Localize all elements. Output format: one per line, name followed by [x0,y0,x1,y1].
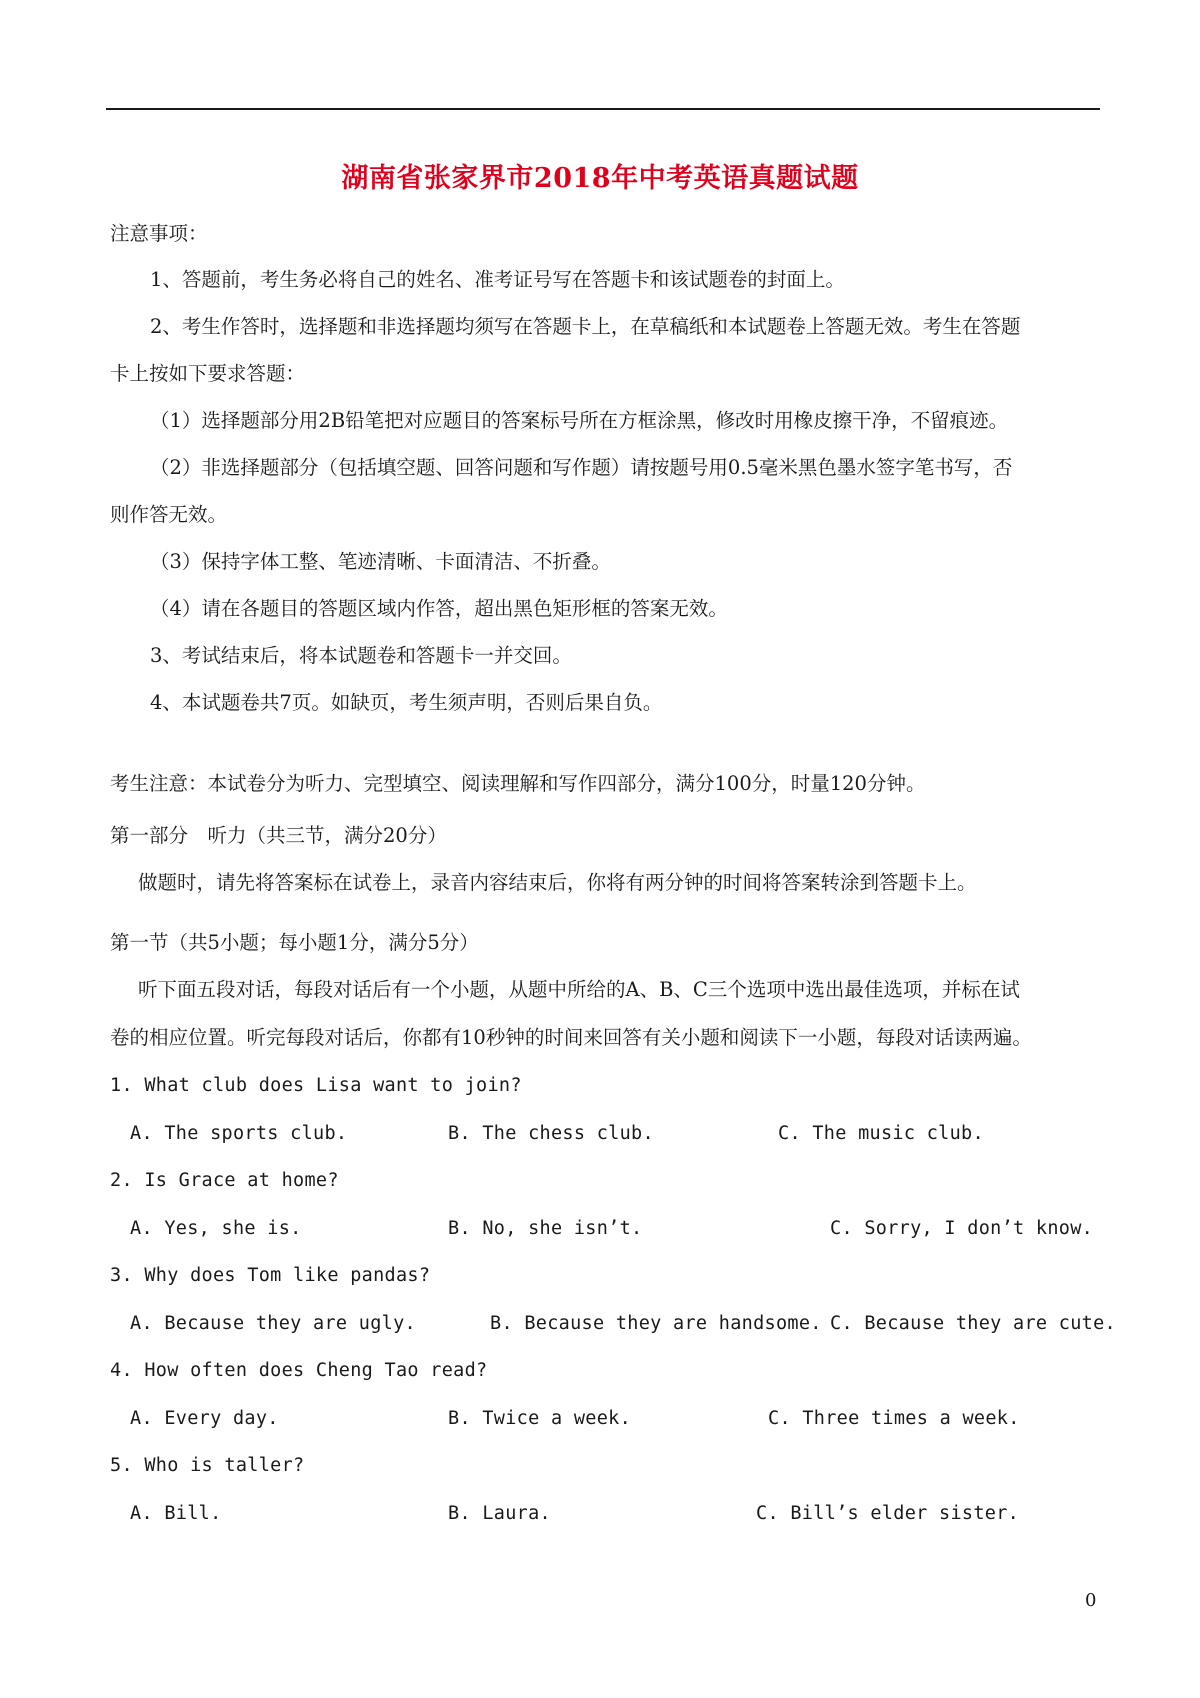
q1-option-c: C. The music club. [778,1123,984,1144]
q3-option-c: C. Because they are cute. [830,1313,1116,1334]
notice-item-3: 3、考试结束后，将本试题卷和答题卡一并交回。 [150,644,572,667]
question-2: 2. Is Grace at home? [110,1170,339,1191]
notice-item-1: 1、答题前，考生务必将自己的姓名、准考证号写在答题卡和该试题卷的封面上。 [150,268,845,291]
notice-item-2a: 2、考生作答时，选择题和非选择题均须写在答题卡上，在草稿纸和本试题卷上答题无效。考生在答题 [150,315,1021,338]
notice-sub-3: （3）保持字体工整、笔迹清晰、卡面清洁、不折叠。 [150,550,611,573]
q1-option-b: B. The chess club. [448,1123,654,1144]
q4-option-a: A. Every day. [130,1408,279,1429]
header-rule [106,108,1100,110]
question-1: 1. What club does Lisa want to join? [110,1075,522,1096]
q5-option-c: C. Bill’s elder sister. [756,1503,1020,1524]
part1-heading: 第一部分 听力（共三节，满分20分） [110,824,447,847]
q4-option-b: B. Twice a week. [448,1408,632,1429]
q2-option-b: B. No, she isn’t. [448,1218,643,1239]
notice-sub-2b: 则作答无效。 [110,503,228,526]
notice-item-4: 4、本试题卷共7页。如缺页，考生须声明，否则后果自负。 [150,691,663,714]
part1-instruction: 做题时，请先将答案标在试卷上，录音内容结束后，你将有两分钟的时间将答案转涂到答题卡上。 [138,871,977,894]
notice-heading: 注意事项： [110,222,208,245]
notice-item-2b: 卡上按如下要求答题： [110,362,306,385]
q3-option-a: A. Because they are ugly. [130,1313,416,1334]
q5-option-a: A. Bill. [130,1503,222,1524]
section1-instruction-a: 听下面五段对话，每段对话后有一个小题，从题中所给的A、B、C三个选项中选出最佳选项，并标在试 [138,978,1020,1001]
notice-sub-4: （4）请在各题目的答题区域内作答，超出黑色矩形框的答案无效。 [150,597,728,620]
exam-note: 考生注意：本试卷分为听力、完型填空、阅读理解和写作四部分，满分100分，时量120分钟。 [110,772,926,795]
q3-option-b: B. Because they are handsome. [490,1313,822,1334]
q2-option-c: C. Sorry, I don’t know. [830,1218,1094,1239]
page-title: 湖南省张家界市2018年中考英语真题试题 [341,163,859,194]
page-number: 0 [1085,1590,1097,1611]
notice-sub-2a: （2）非选择题部分（包括填空题、回答问题和写作题）请按题号用0.5毫米黑色墨水签字笔书写，否 [150,456,1013,479]
q1-option-a: A. The sports club. [130,1123,348,1144]
question-5: 5. Who is taller? [110,1455,305,1476]
question-4: 4. How often does Cheng Tao read? [110,1360,488,1381]
q4-option-c: C. Three times a week. [768,1408,1020,1429]
notice-sub-1: （1）选择题部分用2B铅笔把对应题目的答案标号所在方框涂黑，修改时用橡皮擦干净，不留痕迹。 [150,409,1009,432]
q5-option-b: B. Laura. [448,1503,551,1524]
section1-heading: 第一节（共5小题；每小题1分，满分5分） [110,931,479,954]
question-3: 3. Why does Tom like pandas? [110,1265,431,1286]
q2-option-a: A. Yes, she is. [130,1218,302,1239]
section1-instruction-b: 卷的相应位置。听完每段对话后，你都有10秒钟的时间来回答有关小题和阅读下一小题，每段对话读两遍。 [110,1026,1032,1049]
